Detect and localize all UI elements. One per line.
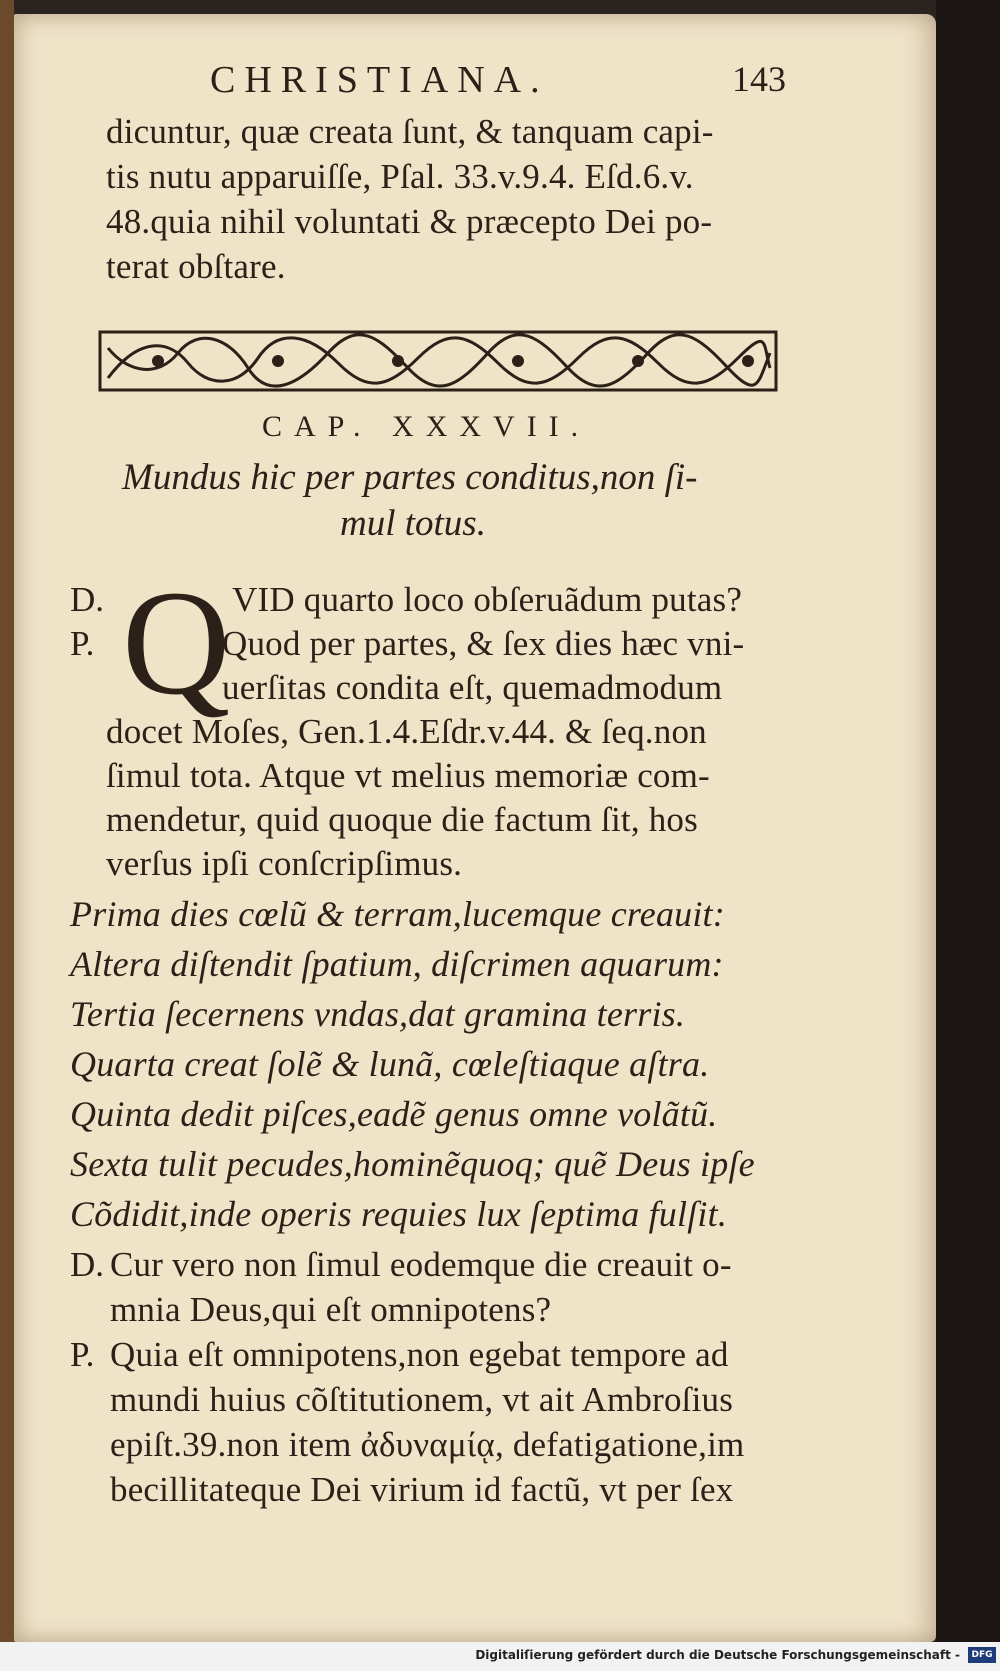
text-line: Quia eſt omnipotens,non egebat tempore ad (110, 1335, 729, 1374)
text-line: ſimul tota. Atque vt melius memoriæ com- (106, 756, 710, 795)
text-line: Cur vero non ſimul eodemque die creauit o- (110, 1245, 732, 1284)
text-line: VID quarto loco obſeruãdum putas? (232, 580, 743, 619)
dfg-logo: DFG (968, 1647, 996, 1663)
speaker-label: D. (70, 580, 105, 619)
text-line: epiſt.39.non item ἀδυναμίᾳ, defatigatione,im (110, 1425, 745, 1464)
text-line: terat obſtare. (106, 247, 286, 286)
text-line: becillitateque Dei virium id factũ, vt per ſex (110, 1470, 734, 1509)
verse-line: Prima dies cœlũ & terram,lucemque creauit: (70, 894, 725, 934)
verse-line: Quinta dedit piſces,eadẽ genus omne volãtũ. (70, 1094, 718, 1134)
running-head: CHRISTIANA. (210, 59, 549, 101)
text-line: uerſitas condita eſt, quemadmodum (222, 668, 723, 707)
scan-background (936, 0, 1000, 1671)
text-line: mendetur, quid quoque die factum ſit, hos (106, 800, 698, 839)
text-line: Quod per partes, & ſex dies hæc vni- (222, 624, 745, 663)
text-line: docet Moſes, Gen.1.4.Eſdr.v.44. & ſeq.non (106, 712, 707, 751)
drop-cap: Q (122, 560, 231, 726)
decorative-ornament-band (98, 328, 778, 394)
text-line: mnia Deus,qui eſt omnipotens? (110, 1290, 552, 1329)
text-line: tis nutu apparuiſſe, Pſal. 33.v.9.4. Eſd.6.v. (106, 157, 694, 196)
speaker-label: P. (70, 1335, 95, 1374)
speaker-label: D. (70, 1245, 105, 1284)
funding-credit: Digitaliſierung gefördert durch die Deutsche Forschungsgemeinschaft - (475, 1648, 960, 1662)
chapter-heading: CAP. XXXVII. (262, 410, 591, 443)
chapter-summary-line: mul totus. (340, 503, 486, 544)
verse-line: Quarta creat ſolẽ & lunã, cœleſtiaque aſtra. (70, 1044, 710, 1084)
text-line: 48.quia nihil voluntati & præcepto Dei po- (106, 202, 713, 241)
text-line: mundi huius cõſtitutionem, vt ait Ambroſius (110, 1380, 734, 1419)
verse-line: Altera diſtendit ſpatium, diſcrimen aquarum: (70, 944, 724, 984)
page-number: 143 (732, 59, 786, 99)
speaker-label: P. (70, 624, 95, 663)
text-line: dicuntur, quæ creata ſunt, & tanquam capi- (106, 112, 714, 151)
book-spine-edge (0, 0, 14, 1671)
chapter-summary-line: Mundus hic per partes conditus,non ſi- (122, 457, 698, 498)
verse-line: Cõdidit,inde operis requies lux ſeptima fulſit. (70, 1194, 728, 1234)
verse-line: Tertia ſecernens vndas,dat gramina terris. (70, 994, 686, 1034)
verse-line: Sexta tulit pecudes,hominẽquoq; quẽ Deus ipſe (70, 1144, 755, 1184)
text-line: verſus ipſi conſcripſimus. (106, 844, 463, 883)
